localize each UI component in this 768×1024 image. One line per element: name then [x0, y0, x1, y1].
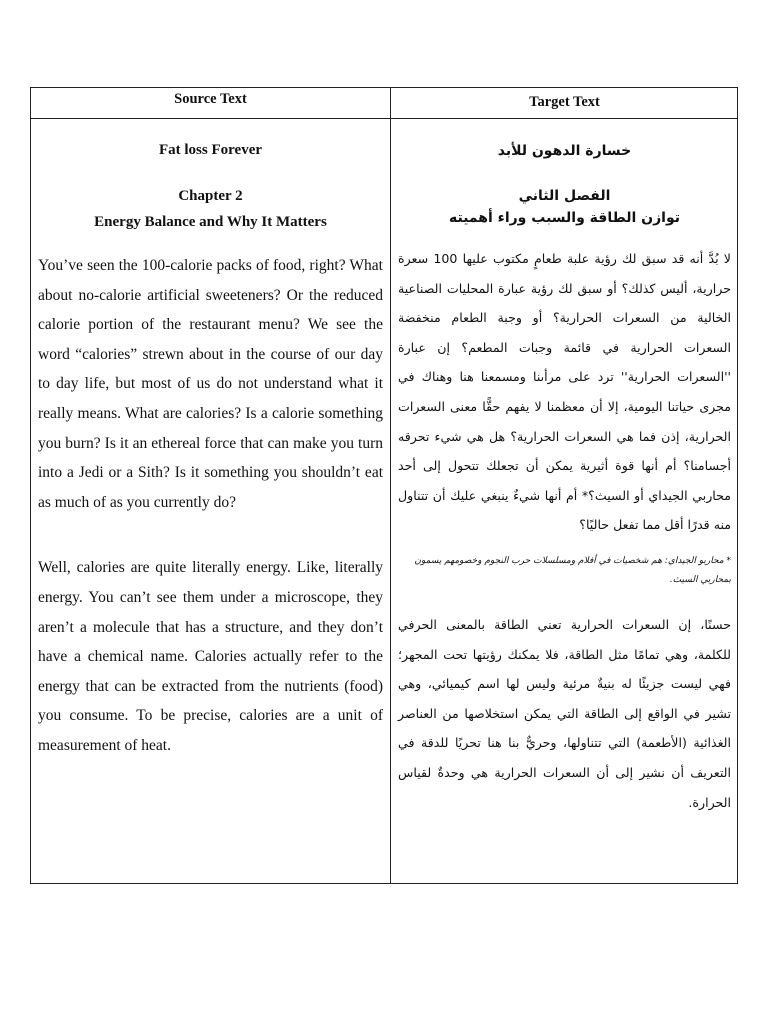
source-chapter: Chapter 2	[178, 188, 243, 204]
target-paragraph-2: حسنًا، إن السعرات الحرارية تعني الطاقة بالمعنى الحرفي للكلمة، وهي تمامًا مثل الطاقة، فلا يمكنك رؤيتها تحت المجهر؛ فهي ليست جزيئًا له بنيةٌ مرئية وليس لها اسم كيميائي، وهي تشير في الواقع إلى الطاقة التي يمكن استخلاصها من العناصر الغذائية (الأطعمة) التي تتناولها، وحريٌّ بنا هنا تحريًا للدقة في التعريف أن نشير إلى أن السعرات الحرارية هي وحدةٌ لقياس الحرارة.	[398, 616, 731, 810]
target-footnote: * محاربو الجيداي: هم شخصيات في أفلام ومسلسلات حرب النجوم وخصومهم يسمون بمحاربي السيث.	[414, 555, 731, 585]
source-paragraph-1: You’ve seen the 100-calorie packs of food, right? What about no-calorie artificial sweeteners? Or the reduced calorie portion of the restaurant menu? We see the word “calories” strewn about in the course of our day to day life, but most of us do not understand what it really means. What are calories? Is a calorie something you burn? Is it an ethereal force that can make you turn into a Jedi or a Sith? Is it something you shouldn’t eat as much of as you currently do?	[38, 257, 383, 511]
source-column	[38, 119, 383, 761]
source-paragraph-2: Well, calories are quite literally energy. Like, literally energy. You can’t see them under a microscope, they aren’t a molecule that has a structure, and they don’t have a chemical name. Calories actually refer to the energy that can be extracted from the nutrients (food) you consume. To be precise, calories are a unit of measurement of heat.	[38, 559, 383, 754]
column-divider	[390, 88, 391, 883]
target-chapter-title: توازن الطاقة والسبب وراء أهميته	[448, 210, 680, 226]
target-chapter: الفصل الثاني	[518, 188, 611, 204]
target-title: خسارة الدهون للأبد	[497, 143, 632, 159]
source-chapter-title: Energy Balance and Why It Matters	[94, 214, 327, 230]
target-paragraph-1: لا بُدَّ أنه قد سبق لك رؤية علبة طعامٍ مكتوب عليها 100 سعرة حرارية، أليس كذلك؟ أو سبق لك رؤية عبارة المحليات الصناعية الخالية من السعرات الحرارية؟ أو وجبة الطعام منخفضة السعرات الحرارية في قائمة وجبات المطعم؟ إن عبارة ''السعرات الحرارية'' ترد على مرأىنا ومسمعنا هنا وهناك في مجرى حياتنا اليومية، إلا أن معظمنا لا يفهم حقًّا معنى السعرات الحرارية، إذن فما هي السعرات الحرارية؟ هل هي شيء تحرقه أجسامنا؟ أم أنها قوة أثيرية يمكن أن تجعلك تتحول إلى أحد محاربي الجيداي أو السيث؟* أم أنها شيءٌ ينبغي عليك أن تتناول منه قدرًا أقل مما تفعل حاليًا؟	[398, 251, 731, 533]
translation-table	[30, 87, 738, 884]
source-text-header: Source Text	[174, 91, 247, 107]
target-text-header: Target Text	[529, 94, 600, 110]
target-column	[398, 119, 731, 817]
source-title: Fat loss Forever	[158, 142, 263, 158]
